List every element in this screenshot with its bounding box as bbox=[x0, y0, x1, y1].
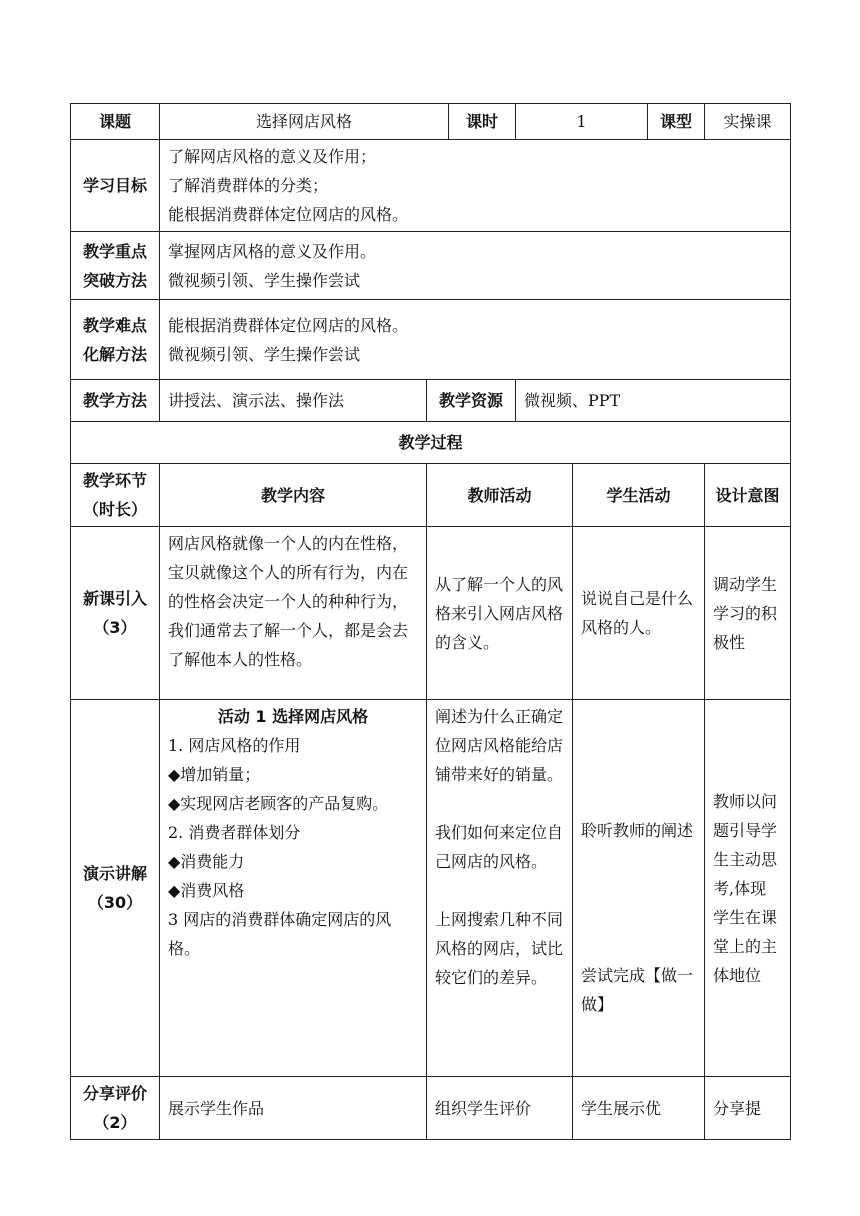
type-label: 课型 bbox=[648, 104, 705, 140]
difficulty-line: 微视频引领、学生操作尝试 bbox=[168, 344, 361, 364]
table-row bbox=[71, 527, 791, 700]
key-points-content bbox=[160, 232, 791, 300]
intro-stage: 新课引入 （3） bbox=[71, 527, 160, 700]
hours-value: 1 bbox=[516, 104, 648, 140]
content-line: ◆消费能力 bbox=[168, 852, 245, 871]
student-header: 学生活动 bbox=[573, 464, 705, 527]
difficulties-row bbox=[71, 300, 791, 380]
share-teacher: 组织学生评价 bbox=[427, 1077, 573, 1140]
objectives-label: 学习目标 bbox=[71, 140, 160, 232]
resources-label: 教学资源 bbox=[427, 380, 516, 422]
resources-value: 微视频、PPT bbox=[516, 380, 791, 422]
content-line: 3 网店的消费群体确定网店的风格。 bbox=[168, 910, 392, 958]
header-row bbox=[71, 104, 791, 140]
share-content: 展示学生作品 bbox=[160, 1077, 427, 1140]
difficulties-content bbox=[160, 300, 791, 380]
key-point-line: 微视频引领、学生操作尝试 bbox=[168, 270, 361, 290]
demo-teacher: 阐述为什么正确定位网店风格能给店铺带来好的销量。 我们如何来定位自己网店的风格。 上网搜索几种不同风格的网店，试比较它们的差异。 bbox=[427, 700, 573, 1077]
intro-intent: 调动学生学习的积极性 bbox=[705, 527, 791, 700]
methods-value: 讲授法、演示法、操作法 bbox=[160, 380, 427, 422]
topic-value: 选择网店风格 bbox=[160, 104, 449, 140]
share-stage: 分享评价 （2） bbox=[71, 1077, 160, 1140]
objective-line: 能根据消费群体定位网店的风格。 bbox=[168, 205, 409, 224]
key-points-row bbox=[71, 232, 791, 300]
column-header-row bbox=[71, 464, 791, 527]
content-line: 1. 网店风格的作用 bbox=[168, 736, 301, 755]
activity-title: 活动 1 选择网店风格 bbox=[217, 707, 369, 726]
demo-content bbox=[160, 700, 427, 1077]
intro-student: 说说自己是什么风格的人。 bbox=[573, 527, 705, 700]
process-title: 教学过程 bbox=[71, 422, 791, 464]
table-row bbox=[71, 1077, 791, 1140]
table-row bbox=[71, 700, 791, 1077]
demo-stage: 演示讲解 （30） bbox=[71, 700, 160, 1077]
methods-label: 教学方法 bbox=[71, 380, 160, 422]
process-title-row bbox=[71, 422, 791, 464]
teacher-header: 教师活动 bbox=[427, 464, 573, 527]
content-line: ◆消费风格 bbox=[168, 881, 245, 900]
content-line: ◆实现网店老顾客的产品复购。 bbox=[168, 794, 389, 813]
stage-header: 教学环节 （时长） bbox=[71, 464, 160, 527]
content-line: ◆增加销量； bbox=[168, 765, 261, 784]
methods-row bbox=[71, 380, 791, 422]
type-value: 实操课 bbox=[705, 104, 791, 140]
intent-header: 设计意图 bbox=[705, 464, 791, 527]
share-student: 学生展示优 bbox=[573, 1077, 705, 1140]
demo-student: 聆听教师的阐述 尝试完成【做一做】 bbox=[573, 700, 705, 1077]
objective-line: 了解网店风格的意义及作用； bbox=[168, 147, 377, 166]
objectives-row bbox=[71, 140, 791, 232]
key-point-line: 掌握网店风格的意义及作用。 bbox=[168, 241, 377, 261]
topic-label: 课题 bbox=[71, 104, 160, 140]
content-line: 2. 消费者群体划分 bbox=[168, 823, 301, 842]
intro-content: 网店风格就像一个人的内在性格，宝贝就像这个人的所有行为，内在的性格会决定一个人的种种行为，我们通常去了解一个人，都是会去了解他本人的性格。 bbox=[160, 527, 427, 700]
objectives-content bbox=[160, 140, 791, 232]
objective-line: 了解消费群体的分类； bbox=[168, 176, 329, 195]
intro-teacher: 从了解一个人的风格来引入网店风格的含义。 bbox=[427, 527, 573, 700]
key-points-label: 教学重点 突破方法 bbox=[71, 232, 160, 300]
demo-intent: 教师以问题引导学生主动思考,体现学生在课堂上的主体地位 bbox=[705, 700, 791, 1077]
difficulties-label: 教学难点 化解方法 bbox=[71, 300, 160, 380]
content-header: 教学内容 bbox=[160, 464, 427, 527]
difficulty-line: 能根据消费群体定位网店的风格。 bbox=[168, 315, 409, 335]
hours-label: 课时 bbox=[449, 104, 516, 140]
lesson-plan-table bbox=[70, 103, 791, 1140]
share-intent: 分享提 bbox=[705, 1077, 791, 1140]
